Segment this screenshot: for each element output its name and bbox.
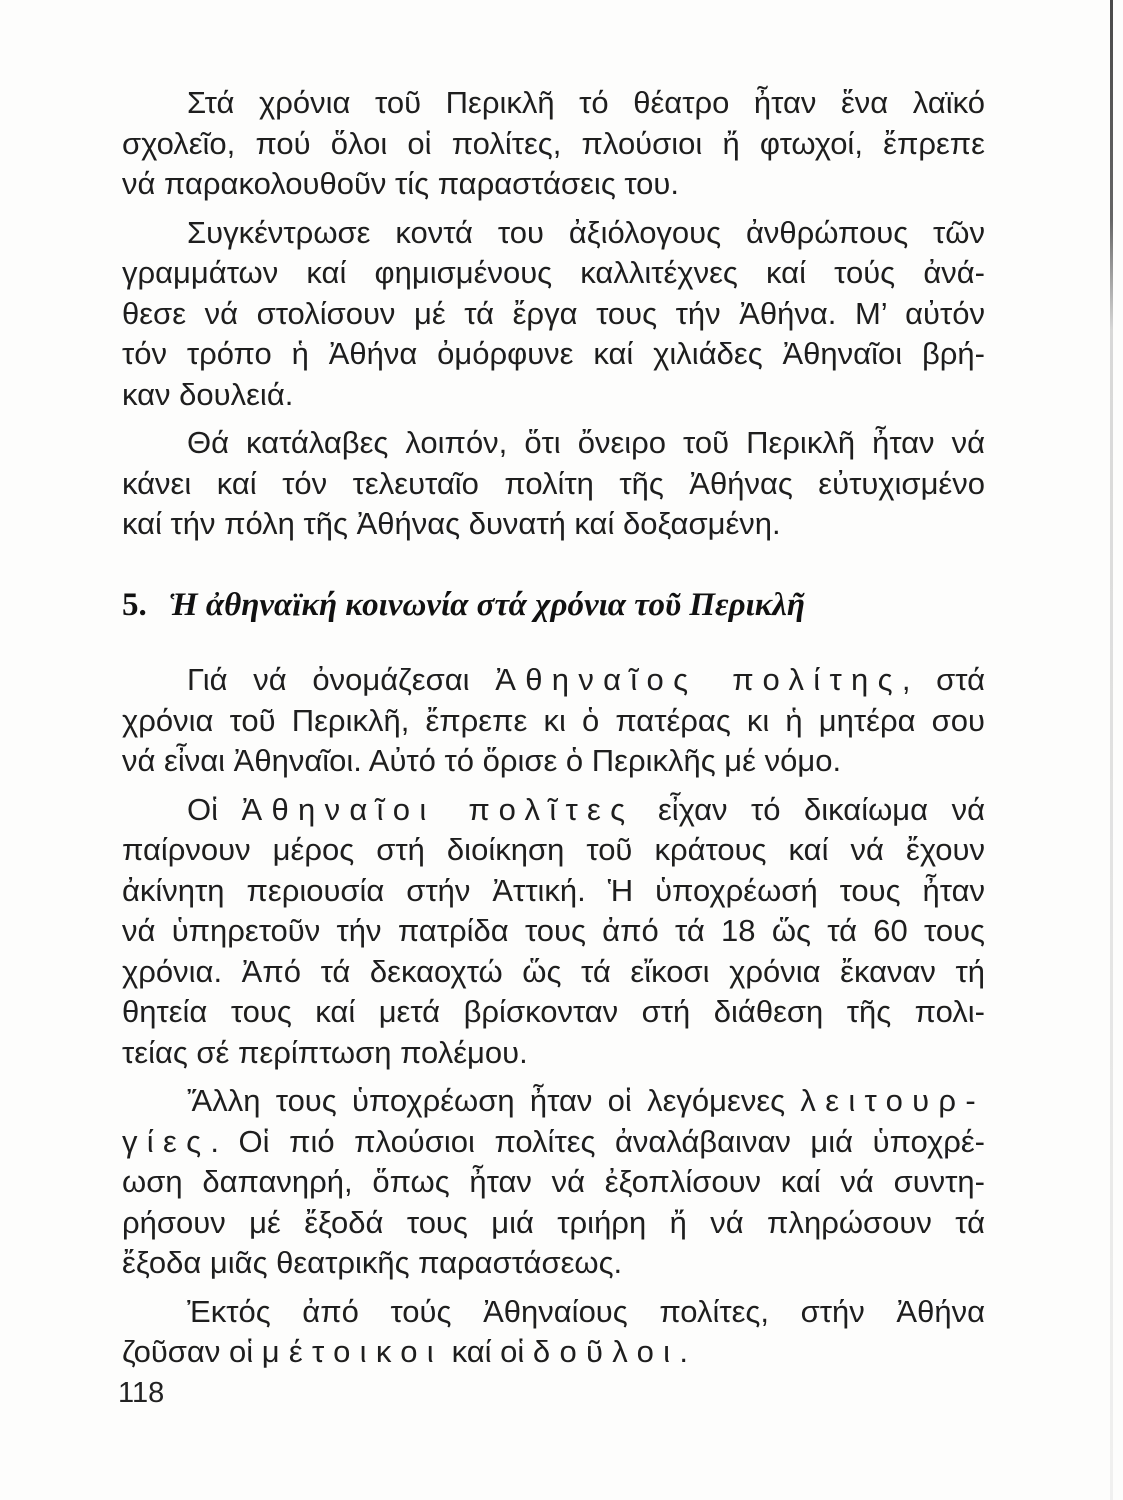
text-line: καν δουλειά. <box>122 376 294 412</box>
text-line: σχολεῖο, πού ὅλοι οἱ πολίτες, πλούσιοι ἤ φτωχοί, ἔπρεπε <box>122 125 985 161</box>
paragraph-1 <box>122 83 985 205</box>
paragraph-2 <box>122 213 985 416</box>
spaced-emphasis: Ἀθηναῖος πολίτης <box>495 662 902 697</box>
paragraph-7 <box>122 1292 985 1373</box>
page-edge <box>1110 0 1113 1500</box>
text-line <box>122 1122 985 1163</box>
spaced-emphasis: γίες <box>122 1123 211 1159</box>
text-line <box>122 1332 985 1373</box>
text-line: θητεία τους καί μετά βρίσκονταν στή διάθεση τῆς πολι- <box>122 994 985 1029</box>
text-run: . Οἱ πιό πλούσιοι πολίτες ἀναλάβαιναν μιά ὑποχρέ- <box>210 1123 985 1159</box>
spaced-emphasis: Ἀθηναῖοι πολῖτες <box>241 791 635 827</box>
text-line: Ἐκτός ἀπό τούς Ἀθηναίους πολίτες, στήν Ἀθήνα <box>187 1293 985 1329</box>
text-line: χρόνια τοῦ Περικλῆ, ἔπρεπε κι ὁ πατέρας κι ἡ μητέρα σου <box>122 702 985 738</box>
text-line: Θά κατάλαβες λοιπόν, ὅτι ὄνειρο τοῦ Περικλῆ ἦταν νά <box>187 425 985 460</box>
text-line: Στά χρόνια τοῦ Περικλῆ τό θέατρο ἦταν ἕνα λαϊκό <box>187 85 985 120</box>
text-run: Ἄλλη τους ὑποχρέωση ἦταν οἱ λεγόμενες <box>187 1083 786 1118</box>
text-line <box>122 660 985 701</box>
text-line: κάνει καί τόν τελευταῖο πολίτη τῆς Ἀθήνας εὐτυχισμένο <box>122 465 985 501</box>
text-line: καί τήν πόλη τῆς Ἀθήνας δυνατή καί δοξασμένη. <box>122 506 781 541</box>
text-line: παίρνουν μέρος στή διοίκηση τοῦ κράτους καί νά ἔχουν <box>122 832 985 867</box>
text-line: Συγκέντρωσε κοντά του ἀξιόλογους ἀνθρώπους τῶν <box>187 214 985 250</box>
text-line: τόν τρόπο ἡ Ἀθήνα ὀμόρφυνε καί χιλιάδες Ἀθηναῖοι βρή- <box>122 336 985 371</box>
paragraph-5 <box>122 790 985 1074</box>
spaced-emphasis: μέτοικοι <box>261 1334 443 1369</box>
text-run: Οἱ <box>187 791 218 827</box>
text-line <box>122 1081 985 1122</box>
text-run: , στά <box>901 662 985 697</box>
text-line: ρήσουν μέ ἔξοδά τους μιά τριήρη ἤ νά πληρώσουν τά <box>122 1204 985 1240</box>
paragraph-6 <box>122 1081 985 1284</box>
paragraph-3 <box>122 423 985 545</box>
section-number: 5. <box>122 587 147 623</box>
spaced-emphasis: δοῦλοι <box>532 1334 680 1369</box>
text-line: τείας σέ περίπτωση πολέμου. <box>122 1034 528 1070</box>
text-run: ζοῦσαν οἱ <box>122 1334 254 1369</box>
text-line: νά ὑπηρετοῦν τήν πατρίδα τους ἀπό τά 18 ὥς τά 60 τους <box>122 913 985 948</box>
text-run: . <box>679 1334 688 1369</box>
text-line: ἔξοδα μιᾶς θεατρικῆς παραστάσεως. <box>122 1245 623 1280</box>
text-line: χρόνια. Ἀπό τά δεκαοχτώ ὥς τά εἴκοσι χρόνια ἔκαναν τή <box>122 953 985 989</box>
text-block <box>118 83 985 1413</box>
page-number: 118 <box>118 1376 165 1409</box>
section-title: Ἡ ἀθηναϊκή κοινωνία στά χρόνια τοῦ Περικλῆ <box>168 587 805 623</box>
text-line: νά εἶναι Ἀθηναῖοι. Αὐτό τό ὅρισε ὁ Περικλῆς μέ νόμο. <box>122 743 842 778</box>
text-run: εἶχαν τό δικαίωμα νά <box>657 791 985 827</box>
text-line: νά παρακολουθοῦν τίς παραστάσεις του. <box>122 166 679 201</box>
text-run: καί οἱ <box>451 1334 525 1369</box>
text-run: Γιά νά ὀνομάζεσαι <box>187 662 470 697</box>
spaced-emphasis: λειτουρ- <box>800 1083 985 1118</box>
text-line: ωση δαπανηρή, ὅπως ἦταν νά ἐξοπλίσουν καί νά συντη- <box>122 1164 985 1199</box>
section-heading <box>122 583 985 627</box>
text-line: ἀκίνητη περιουσία στήν Ἀττική. Ἡ ὑποχρέωσή τους ἦταν <box>122 872 985 908</box>
text-line: θεσε νά στολίσουν μέ τά ἔργα τους τήν Ἀθήνα. Μ’ αὐτόν <box>122 295 985 331</box>
text-line <box>122 790 985 831</box>
paragraph-4 <box>122 660 985 782</box>
text-line: γραμμάτων καί φημισμένους καλλιτέχνες καί τούς ἀνά- <box>122 255 985 290</box>
